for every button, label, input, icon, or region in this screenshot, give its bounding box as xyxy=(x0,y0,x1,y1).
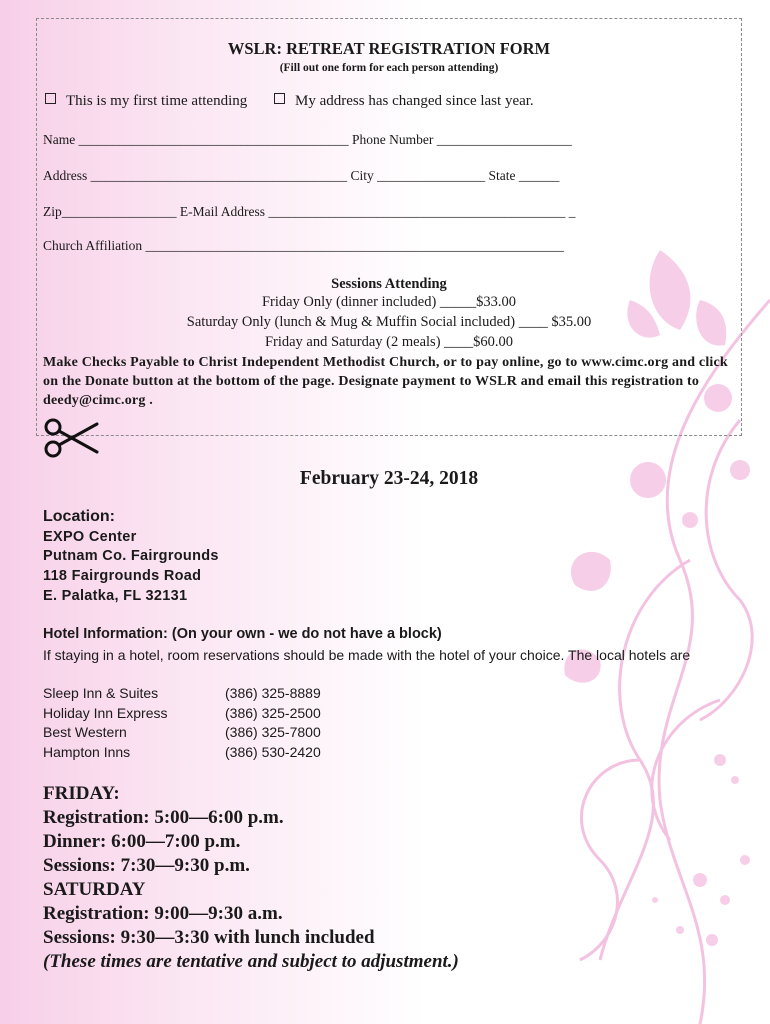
address-changed-option[interactable] xyxy=(274,93,534,110)
schedule-friday-heading: FRIDAY: xyxy=(43,783,120,804)
hotel-phone: (386) 530-2420 xyxy=(225,744,321,760)
hotel-phone: (386) 325-7800 xyxy=(225,724,321,740)
session-option-saturday[interactable]: Saturday Only (lunch & Mug & Muffin Social included) ____ $35.00 xyxy=(186,314,592,330)
name-phone-field-line[interactable]: Name ________________________________________ Phone Number ____________________ xyxy=(43,132,572,147)
first-time-option[interactable] xyxy=(45,93,247,110)
first-time-label: This is my first time attending xyxy=(66,93,248,109)
church-affiliation-field-line[interactable]: Church Affiliation ______________________________________________________________ xyxy=(43,238,564,253)
hotel-phone: (386) 325-8889 xyxy=(225,685,321,701)
hotel-name: Hampton Inns xyxy=(43,744,131,760)
checkbox-icon[interactable] xyxy=(45,93,56,104)
schedule-saturday-heading: SATURDAY xyxy=(43,879,146,900)
schedule-line: Registration: 9:00—9:30 a.m. xyxy=(43,903,283,924)
hotel-heading: Hotel Information: (On your own - we do not have a block) xyxy=(43,626,442,642)
event-date: February 23-24, 2018 xyxy=(299,468,479,489)
address-city-state-field-line[interactable]: Address ______________________________________ City ________________ State ______ xyxy=(43,168,560,183)
location-heading: Location: xyxy=(43,508,115,525)
schedule-line: Sessions: 7:30—9:30 p.m. xyxy=(43,855,250,876)
location-line: E. Palatka, FL 32131 xyxy=(43,588,188,604)
session-option-both[interactable]: Friday and Saturday (2 meals) ____$60.00 xyxy=(264,334,514,350)
hotel-name: Holiday Inn Express xyxy=(43,705,168,721)
location-line: 118 Fairgrounds Road xyxy=(43,568,202,584)
schedule-line: Sessions: 9:30—3:30 with lunch included xyxy=(43,927,375,948)
payment-instructions: Make Checks Payable to Christ Independent Methodist Church, or to pay online, go to www.cimc.org and click on the Donate button at the bottom of the page. Designate payment to WSLR and email this registration to deedy@cimc.org . xyxy=(43,355,728,408)
schedule-line: Dinner: 6:00—7:00 p.m. xyxy=(43,831,241,852)
zip-email-field-line[interactable]: Zip_________________ E-Mail Address ____________________________________________ _ xyxy=(43,204,576,219)
location-line: EXPO Center xyxy=(43,529,137,545)
session-option-friday[interactable]: Friday Only (dinner included) _____$33.00 xyxy=(261,294,517,310)
sessions-heading: Sessions Attending xyxy=(331,276,447,292)
hotel-description: If staying in a hotel, room reservations should be made with the hotel of your choice. The local hotels are xyxy=(43,647,691,663)
form-title: WSLR: RETREAT REGISTRATION FORM xyxy=(227,39,551,58)
schedule-line: Registration: 5:00—6:00 p.m. xyxy=(43,807,284,828)
scissors-icon xyxy=(42,418,100,458)
checkbox-icon[interactable] xyxy=(274,93,285,104)
location-line: Putnam Co. Fairgrounds xyxy=(43,548,219,564)
hotel-name: Sleep Inn & Suites xyxy=(43,685,159,701)
hotel-name: Best Western xyxy=(43,724,127,740)
address-changed-label: My address has changed since last year. xyxy=(295,93,534,109)
schedule-note: (These times are tentative and subject to adjustment.) xyxy=(43,951,459,972)
form-subtitle: (Fill out one form for each person attending) xyxy=(279,62,499,74)
hotel-phone: (386) 325-2500 xyxy=(225,705,321,721)
